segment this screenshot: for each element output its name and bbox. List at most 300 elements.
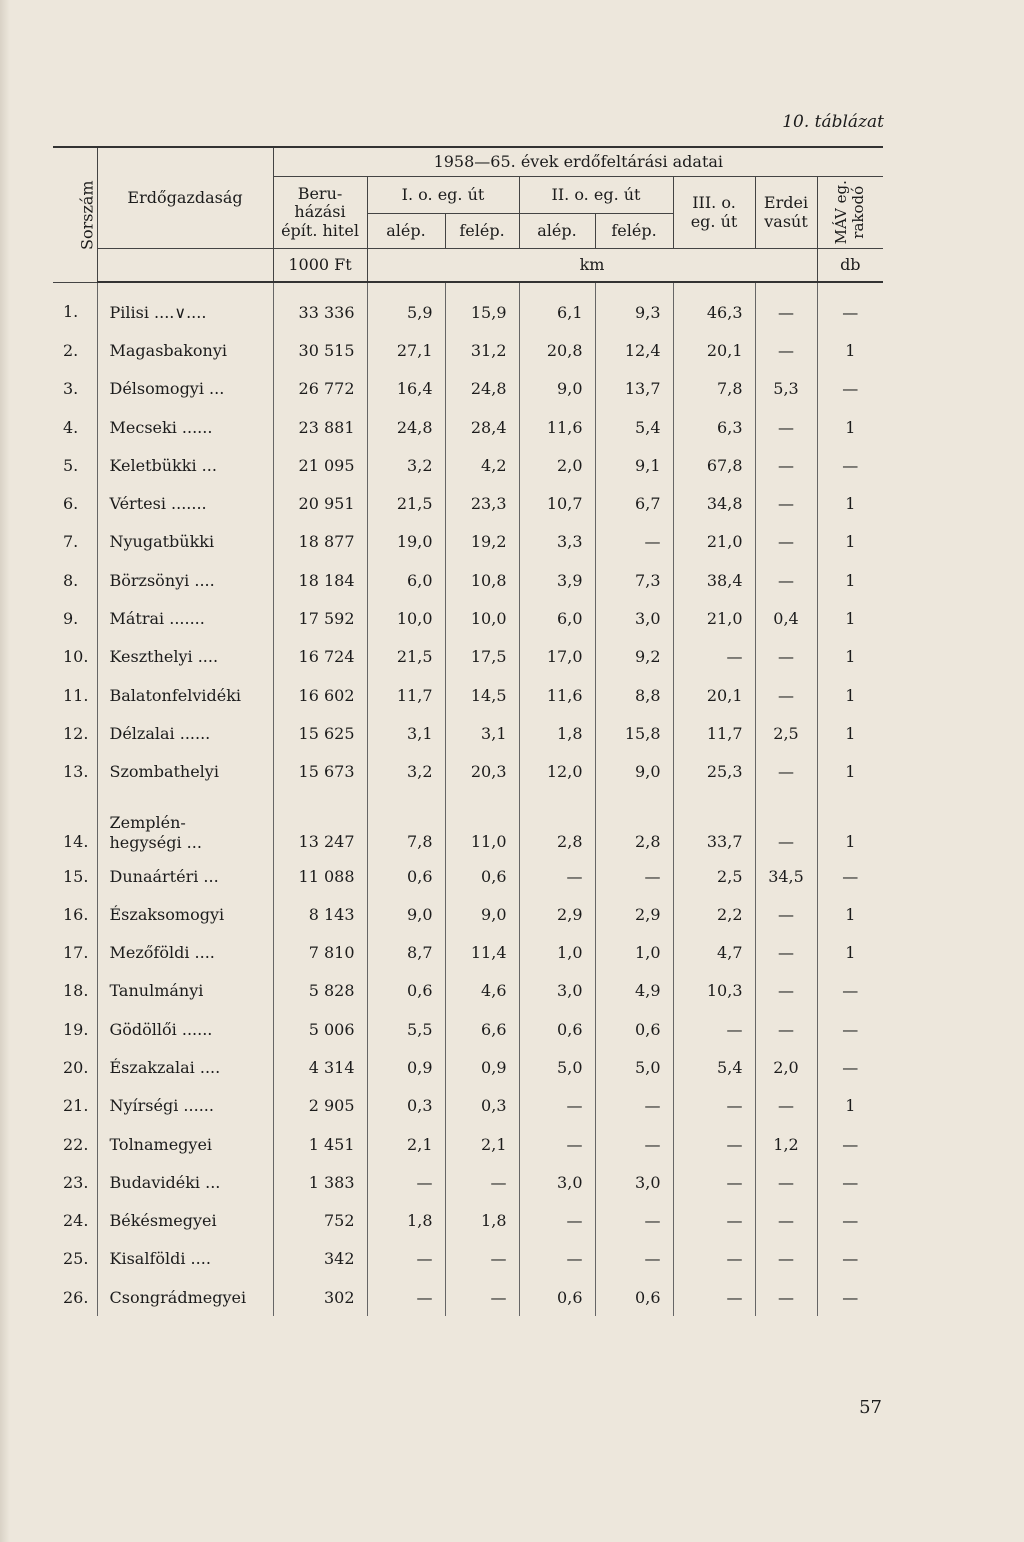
row-iii: 21,0 [673, 523, 755, 561]
row-i-alep: 0,6 [367, 972, 445, 1010]
header-i-alep: alép. [367, 214, 445, 249]
row-vasut: — [755, 1010, 817, 1048]
row-ii-alep: 3,0 [519, 1163, 595, 1201]
row-hitel: 17 592 [273, 599, 367, 637]
row-iii: 7,8 [673, 370, 755, 408]
row-i-felep: 6,6 [445, 1010, 519, 1048]
row-name: Budavidéki ... [97, 1163, 273, 1201]
row-i-felep: 28,4 [445, 408, 519, 446]
table-label: 10. táblázat [782, 112, 884, 132]
row-i-alep: — [367, 1278, 445, 1316]
header-iii-o-eg-ut: III. o. eg. út [673, 177, 755, 249]
row-mav: — [817, 1010, 883, 1048]
row-number: 7. [63, 532, 79, 552]
row-iii: — [673, 1087, 755, 1125]
row-hitel: 13 247 [273, 791, 367, 857]
row-hitel: 302 [273, 1278, 367, 1316]
row-name: Északsomogyi [97, 895, 273, 933]
row-hitel: 5 006 [273, 1010, 367, 1048]
row-name: Nyugatbükki [97, 523, 273, 561]
row-name: Mecseki ...... [97, 408, 273, 446]
row-name: Mezőföldi .... [97, 933, 273, 971]
table-row [53, 599, 883, 637]
row-ii-felep: 6,7 [595, 484, 673, 522]
row-i-felep: 17,5 [445, 638, 519, 676]
row-name: Tolnamegyei [97, 1125, 273, 1163]
row-vasut: — [755, 972, 817, 1010]
row-iii: 20,1 [673, 331, 755, 369]
table-row [53, 753, 883, 791]
row-iii: 21,0 [673, 599, 755, 637]
row-hitel: 20 951 [273, 484, 367, 522]
row-number: 10. [63, 647, 89, 667]
row-i-alep: 10,0 [367, 599, 445, 637]
row-i-felep: 9,0 [445, 895, 519, 933]
row-ii-felep: — [595, 1087, 673, 1125]
row-mav: 1 [817, 895, 883, 933]
row-mav: — [817, 1240, 883, 1278]
row-i-felep: 1,8 [445, 1202, 519, 1240]
row-iii: 6,3 [673, 408, 755, 446]
row-mav: — [817, 1278, 883, 1316]
row-hitel: 23 881 [273, 408, 367, 446]
table-row [53, 1125, 883, 1163]
row-name: Dunaártéri ... [97, 857, 273, 895]
row-mav: 1 [817, 714, 883, 752]
row-mav: 1 [817, 599, 883, 637]
row-ii-felep: 7,3 [595, 561, 673, 599]
row-name: Délsomogyi ... [97, 370, 273, 408]
row-ii-alep: 12,0 [519, 753, 595, 791]
row-hitel: 752 [273, 1202, 367, 1240]
row-name: Nyírségi ...... [97, 1087, 273, 1125]
row-hitel: 15 673 [273, 753, 367, 791]
row-hitel: 11 088 [273, 857, 367, 895]
row-vasut: — [755, 1278, 817, 1316]
header-unit-ft: 1000 Ft [273, 249, 367, 283]
row-name: Békésmegyei [97, 1202, 273, 1240]
row-ii-felep: 13,7 [595, 370, 673, 408]
row-ii-felep: — [595, 857, 673, 895]
row-number: 19. [63, 1019, 89, 1039]
row-ii-felep: 2,9 [595, 895, 673, 933]
row-mav: 1 [817, 561, 883, 599]
row-vasut: — [755, 1163, 817, 1201]
row-ii-alep: 11,6 [519, 676, 595, 714]
row-vasut: — [755, 791, 817, 857]
row-iii: 4,7 [673, 933, 755, 971]
row-hitel: 4 314 [273, 1048, 367, 1086]
row-ii-alep: 17,0 [519, 638, 595, 676]
row-name: Börzsönyi .... [97, 561, 273, 599]
row-ii-alep: 2,0 [519, 446, 595, 484]
table-row [53, 895, 883, 933]
row-ii-felep: 2,8 [595, 791, 673, 857]
row-ii-alep: 6,0 [519, 599, 595, 637]
row-vasut: — [755, 676, 817, 714]
row-number: 20. [63, 1057, 89, 1077]
row-i-felep: 23,3 [445, 484, 519, 522]
row-number: 16. [63, 904, 89, 924]
row-ii-alep: 0,6 [519, 1010, 595, 1048]
row-ii-felep: 5,4 [595, 408, 673, 446]
row-iii: 11,7 [673, 714, 755, 752]
row-i-alep: 9,0 [367, 895, 445, 933]
row-ii-alep: 0,6 [519, 1278, 595, 1316]
header-mav-rakodo: MÁV eg. rakodó [817, 177, 883, 249]
row-i-felep: 11,0 [445, 791, 519, 857]
row-number: 13. [63, 762, 89, 782]
row-ii-alep: — [519, 857, 595, 895]
header-erdei-vasut: Erdei vasút [755, 177, 817, 249]
row-iii: — [673, 1125, 755, 1163]
row-name: Pilisi ....∨.... [97, 282, 273, 331]
row-i-alep: 2,1 [367, 1125, 445, 1163]
row-iii: 33,7 [673, 791, 755, 857]
row-number: 14. [63, 831, 89, 851]
row-i-alep: 3,1 [367, 714, 445, 752]
row-name: Balatonfelvidéki [97, 676, 273, 714]
row-iii: — [673, 638, 755, 676]
row-number: 3. [63, 379, 79, 399]
row-ii-alep: 2,9 [519, 895, 595, 933]
row-i-felep: 24,8 [445, 370, 519, 408]
row-name: Délzalai ...... [97, 714, 273, 752]
row-hitel: 1 383 [273, 1163, 367, 1201]
row-name: Mátrai ....... [97, 599, 273, 637]
row-name: Vértesi ....... [97, 484, 273, 522]
row-i-felep: 0,6 [445, 857, 519, 895]
row-vasut: — [755, 638, 817, 676]
row-i-alep: 0,9 [367, 1048, 445, 1086]
row-ii-alep: — [519, 1087, 595, 1125]
row-number: 2. [63, 340, 79, 360]
header-group-title: 1958—65. évek erdőfeltárási adatai [273, 147, 883, 177]
table-row [53, 857, 883, 895]
row-iii: — [673, 1278, 755, 1316]
header-i-o-eg-ut: I. o. eg. út [367, 177, 519, 214]
table-row [53, 676, 883, 714]
header-ii-felep: felép. [595, 214, 673, 249]
row-mav: 1 [817, 791, 883, 857]
row-number: 8. [63, 570, 79, 590]
row-name: Északzalai .... [97, 1048, 273, 1086]
row-i-alep: 3,2 [367, 446, 445, 484]
row-vasut: — [755, 484, 817, 522]
row-number: 22. [63, 1134, 89, 1154]
row-mav: — [817, 446, 883, 484]
row-ii-felep: 5,0 [595, 1048, 673, 1086]
table-row [53, 1202, 883, 1240]
row-hitel: 1 451 [273, 1125, 367, 1163]
row-name: Szombathelyi [97, 753, 273, 791]
row-ii-felep: 0,6 [595, 1010, 673, 1048]
row-name: Csongrádmegyei [97, 1278, 273, 1316]
table-row [53, 370, 883, 408]
row-i-alep: — [367, 1240, 445, 1278]
row-i-alep: 0,6 [367, 857, 445, 895]
row-i-alep: 19,0 [367, 523, 445, 561]
row-hitel: 15 625 [273, 714, 367, 752]
table-row [53, 446, 883, 484]
table-row [53, 1163, 883, 1201]
row-i-alep: 8,7 [367, 933, 445, 971]
row-iii: — [673, 1240, 755, 1278]
row-iii: — [673, 1202, 755, 1240]
row-vasut: 2,5 [755, 714, 817, 752]
row-vasut: — [755, 523, 817, 561]
row-i-felep: 10,8 [445, 561, 519, 599]
row-name: Gödöllői ...... [97, 1010, 273, 1048]
row-number: 18. [63, 981, 89, 1001]
row-i-alep: 11,7 [367, 676, 445, 714]
row-ii-alep: 2,8 [519, 791, 595, 857]
row-ii-alep: 10,7 [519, 484, 595, 522]
row-iii: 25,3 [673, 753, 755, 791]
row-ii-felep: 15,8 [595, 714, 673, 752]
header-erdogazdasag: Erdőgazdaság [97, 147, 273, 249]
row-vasut: 2,0 [755, 1048, 817, 1086]
row-ii-felep: 9,1 [595, 446, 673, 484]
row-vasut: 1,2 [755, 1125, 817, 1163]
row-iii: 2,5 [673, 857, 755, 895]
header-unit-empty [97, 249, 273, 283]
row-i-felep: 4,2 [445, 446, 519, 484]
row-i-alep: 7,8 [367, 791, 445, 857]
row-i-felep: 3,1 [445, 714, 519, 752]
row-ii-alep: — [519, 1202, 595, 1240]
row-i-alep: 3,2 [367, 753, 445, 791]
row-iii: 10,3 [673, 972, 755, 1010]
row-name: Kisalföldi .... [97, 1240, 273, 1278]
row-ii-alep: 9,0 [519, 370, 595, 408]
row-hitel: 18 877 [273, 523, 367, 561]
row-number: 25. [63, 1249, 89, 1269]
row-ii-felep: — [595, 1125, 673, 1163]
row-i-alep: 27,1 [367, 331, 445, 369]
row-mav: — [817, 1163, 883, 1201]
row-number: 1. [63, 302, 79, 322]
row-ii-felep: 0,6 [595, 1278, 673, 1316]
row-ii-felep: 1,0 [595, 933, 673, 971]
table-row [53, 1010, 883, 1048]
row-ii-alep: — [519, 1240, 595, 1278]
row-i-felep: 4,6 [445, 972, 519, 1010]
header-i-felep: felép. [445, 214, 519, 249]
row-mav: 1 [817, 676, 883, 714]
row-number: 15. [63, 866, 89, 886]
row-vasut: — [755, 753, 817, 791]
row-name: Keletbükki ... [97, 446, 273, 484]
row-hitel: 18 184 [273, 561, 367, 599]
row-number: 9. [63, 609, 79, 629]
row-iii: 2,2 [673, 895, 755, 933]
table-row [53, 972, 883, 1010]
row-number: 5. [63, 455, 79, 475]
row-mav: — [817, 857, 883, 895]
row-ii-felep: 3,0 [595, 1163, 673, 1201]
row-ii-felep: 4,9 [595, 972, 673, 1010]
row-i-alep: 24,8 [367, 408, 445, 446]
row-hitel: 342 [273, 1240, 367, 1278]
row-name: Magasbakonyi [97, 331, 273, 369]
table-row [53, 282, 883, 331]
row-mav: 1 [817, 1087, 883, 1125]
row-i-alep: 0,3 [367, 1087, 445, 1125]
table-row [53, 791, 883, 857]
row-vasut: — [755, 561, 817, 599]
row-hitel: 2 905 [273, 1087, 367, 1125]
table-row [53, 331, 883, 369]
row-ii-alep: 11,6 [519, 408, 595, 446]
row-iii: 46,3 [673, 282, 755, 331]
row-i-felep: 0,3 [445, 1087, 519, 1125]
table-row [53, 638, 883, 676]
row-ii-alep: 3,3 [519, 523, 595, 561]
row-i-felep: 10,0 [445, 599, 519, 637]
header-beruhazasi: Beru- házási épít. hitel [273, 177, 367, 249]
row-i-felep: 31,2 [445, 331, 519, 369]
table-row [53, 484, 883, 522]
row-ii-alep: — [519, 1125, 595, 1163]
row-i-alep: 21,5 [367, 484, 445, 522]
row-i-alep: 21,5 [367, 638, 445, 676]
row-hitel: 7 810 [273, 933, 367, 971]
row-hitel: 33 336 [273, 282, 367, 331]
table-row [53, 1087, 883, 1125]
row-i-alep: 1,8 [367, 1202, 445, 1240]
row-name: Zemplén- hegységi ... [97, 791, 273, 857]
row-number: 26. [63, 1287, 89, 1307]
header-sorszam: Sorszám [53, 147, 97, 282]
row-vasut: — [755, 1202, 817, 1240]
row-mav: — [817, 1202, 883, 1240]
row-hitel: 21 095 [273, 446, 367, 484]
row-i-alep: — [367, 1163, 445, 1201]
row-ii-felep: 12,4 [595, 331, 673, 369]
row-vasut: — [755, 331, 817, 369]
row-vasut: — [755, 446, 817, 484]
row-number: 21. [63, 1096, 89, 1116]
row-mav: 1 [817, 933, 883, 971]
row-name: Keszthelyi .... [97, 638, 273, 676]
row-iii: 67,8 [673, 446, 755, 484]
row-number: 4. [63, 417, 79, 437]
header-ii-o-eg-ut: II. o. eg. út [519, 177, 673, 214]
table-row [53, 1048, 883, 1086]
row-ii-alep: 1,8 [519, 714, 595, 752]
row-hitel: 5 828 [273, 972, 367, 1010]
table-row [53, 561, 883, 599]
row-number: 12. [63, 723, 89, 743]
row-mav: 1 [817, 753, 883, 791]
row-i-felep: 0,9 [445, 1048, 519, 1086]
row-vasut: 34,5 [755, 857, 817, 895]
row-i-felep: — [445, 1240, 519, 1278]
row-hitel: 16 602 [273, 676, 367, 714]
row-mav: 1 [817, 331, 883, 369]
row-iii: — [673, 1010, 755, 1048]
row-ii-felep: 9,2 [595, 638, 673, 676]
row-hitel: 16 724 [273, 638, 367, 676]
row-mav: 1 [817, 408, 883, 446]
header-ii-alep: alép. [519, 214, 595, 249]
row-iii: 20,1 [673, 676, 755, 714]
row-i-alep: 5,9 [367, 282, 445, 331]
header-unit-km: km [367, 249, 817, 283]
row-ii-alep: 5,0 [519, 1048, 595, 1086]
row-i-felep: 11,4 [445, 933, 519, 971]
row-ii-felep: 8,8 [595, 676, 673, 714]
row-vasut: — [755, 895, 817, 933]
row-i-felep: — [445, 1163, 519, 1201]
row-number: 6. [63, 494, 79, 514]
row-vasut: — [755, 1240, 817, 1278]
row-hitel: 8 143 [273, 895, 367, 933]
row-vasut: — [755, 282, 817, 331]
table-row [53, 408, 883, 446]
row-i-felep: 14,5 [445, 676, 519, 714]
row-vasut: — [755, 1087, 817, 1125]
row-mav: — [817, 282, 883, 331]
table-row [53, 714, 883, 752]
page-edge [0, 0, 10, 1542]
row-i-alep: 6,0 [367, 561, 445, 599]
page-number: 57 [859, 1397, 882, 1418]
row-ii-felep: — [595, 1240, 673, 1278]
table-row [53, 933, 883, 971]
table-row [53, 1240, 883, 1278]
row-ii-alep: 20,8 [519, 331, 595, 369]
row-ii-felep: 3,0 [595, 599, 673, 637]
row-ii-alep: 3,9 [519, 561, 595, 599]
row-ii-alep: 3,0 [519, 972, 595, 1010]
row-ii-felep: — [595, 1202, 673, 1240]
row-number: 17. [63, 943, 89, 963]
row-mav: — [817, 370, 883, 408]
row-iii: — [673, 1163, 755, 1201]
row-mav: — [817, 1048, 883, 1086]
row-mav: — [817, 972, 883, 1010]
row-ii-felep: — [595, 523, 673, 561]
row-mav: — [817, 1125, 883, 1163]
row-ii-felep: 9,0 [595, 753, 673, 791]
row-number: 11. [63, 685, 89, 705]
row-iii: 5,4 [673, 1048, 755, 1086]
row-vasut: 5,3 [755, 370, 817, 408]
row-i-felep: 15,9 [445, 282, 519, 331]
row-i-felep: 2,1 [445, 1125, 519, 1163]
row-mav: 1 [817, 638, 883, 676]
header-unit-db: db [817, 249, 883, 283]
row-vasut: 0,4 [755, 599, 817, 637]
row-i-felep: — [445, 1278, 519, 1316]
row-ii-alep: 1,0 [519, 933, 595, 971]
row-mav: 1 [817, 484, 883, 522]
row-iii: 34,8 [673, 484, 755, 522]
row-i-alep: 5,5 [367, 1010, 445, 1048]
row-number: 23. [63, 1172, 89, 1192]
table-row [53, 1278, 883, 1316]
row-number: 24. [63, 1211, 89, 1231]
row-i-felep: 19,2 [445, 523, 519, 561]
table-row [53, 523, 883, 561]
row-mav: 1 [817, 523, 883, 561]
row-vasut: — [755, 933, 817, 971]
row-ii-alep: 6,1 [519, 282, 595, 331]
row-vasut: — [755, 408, 817, 446]
data-table [53, 146, 883, 1316]
